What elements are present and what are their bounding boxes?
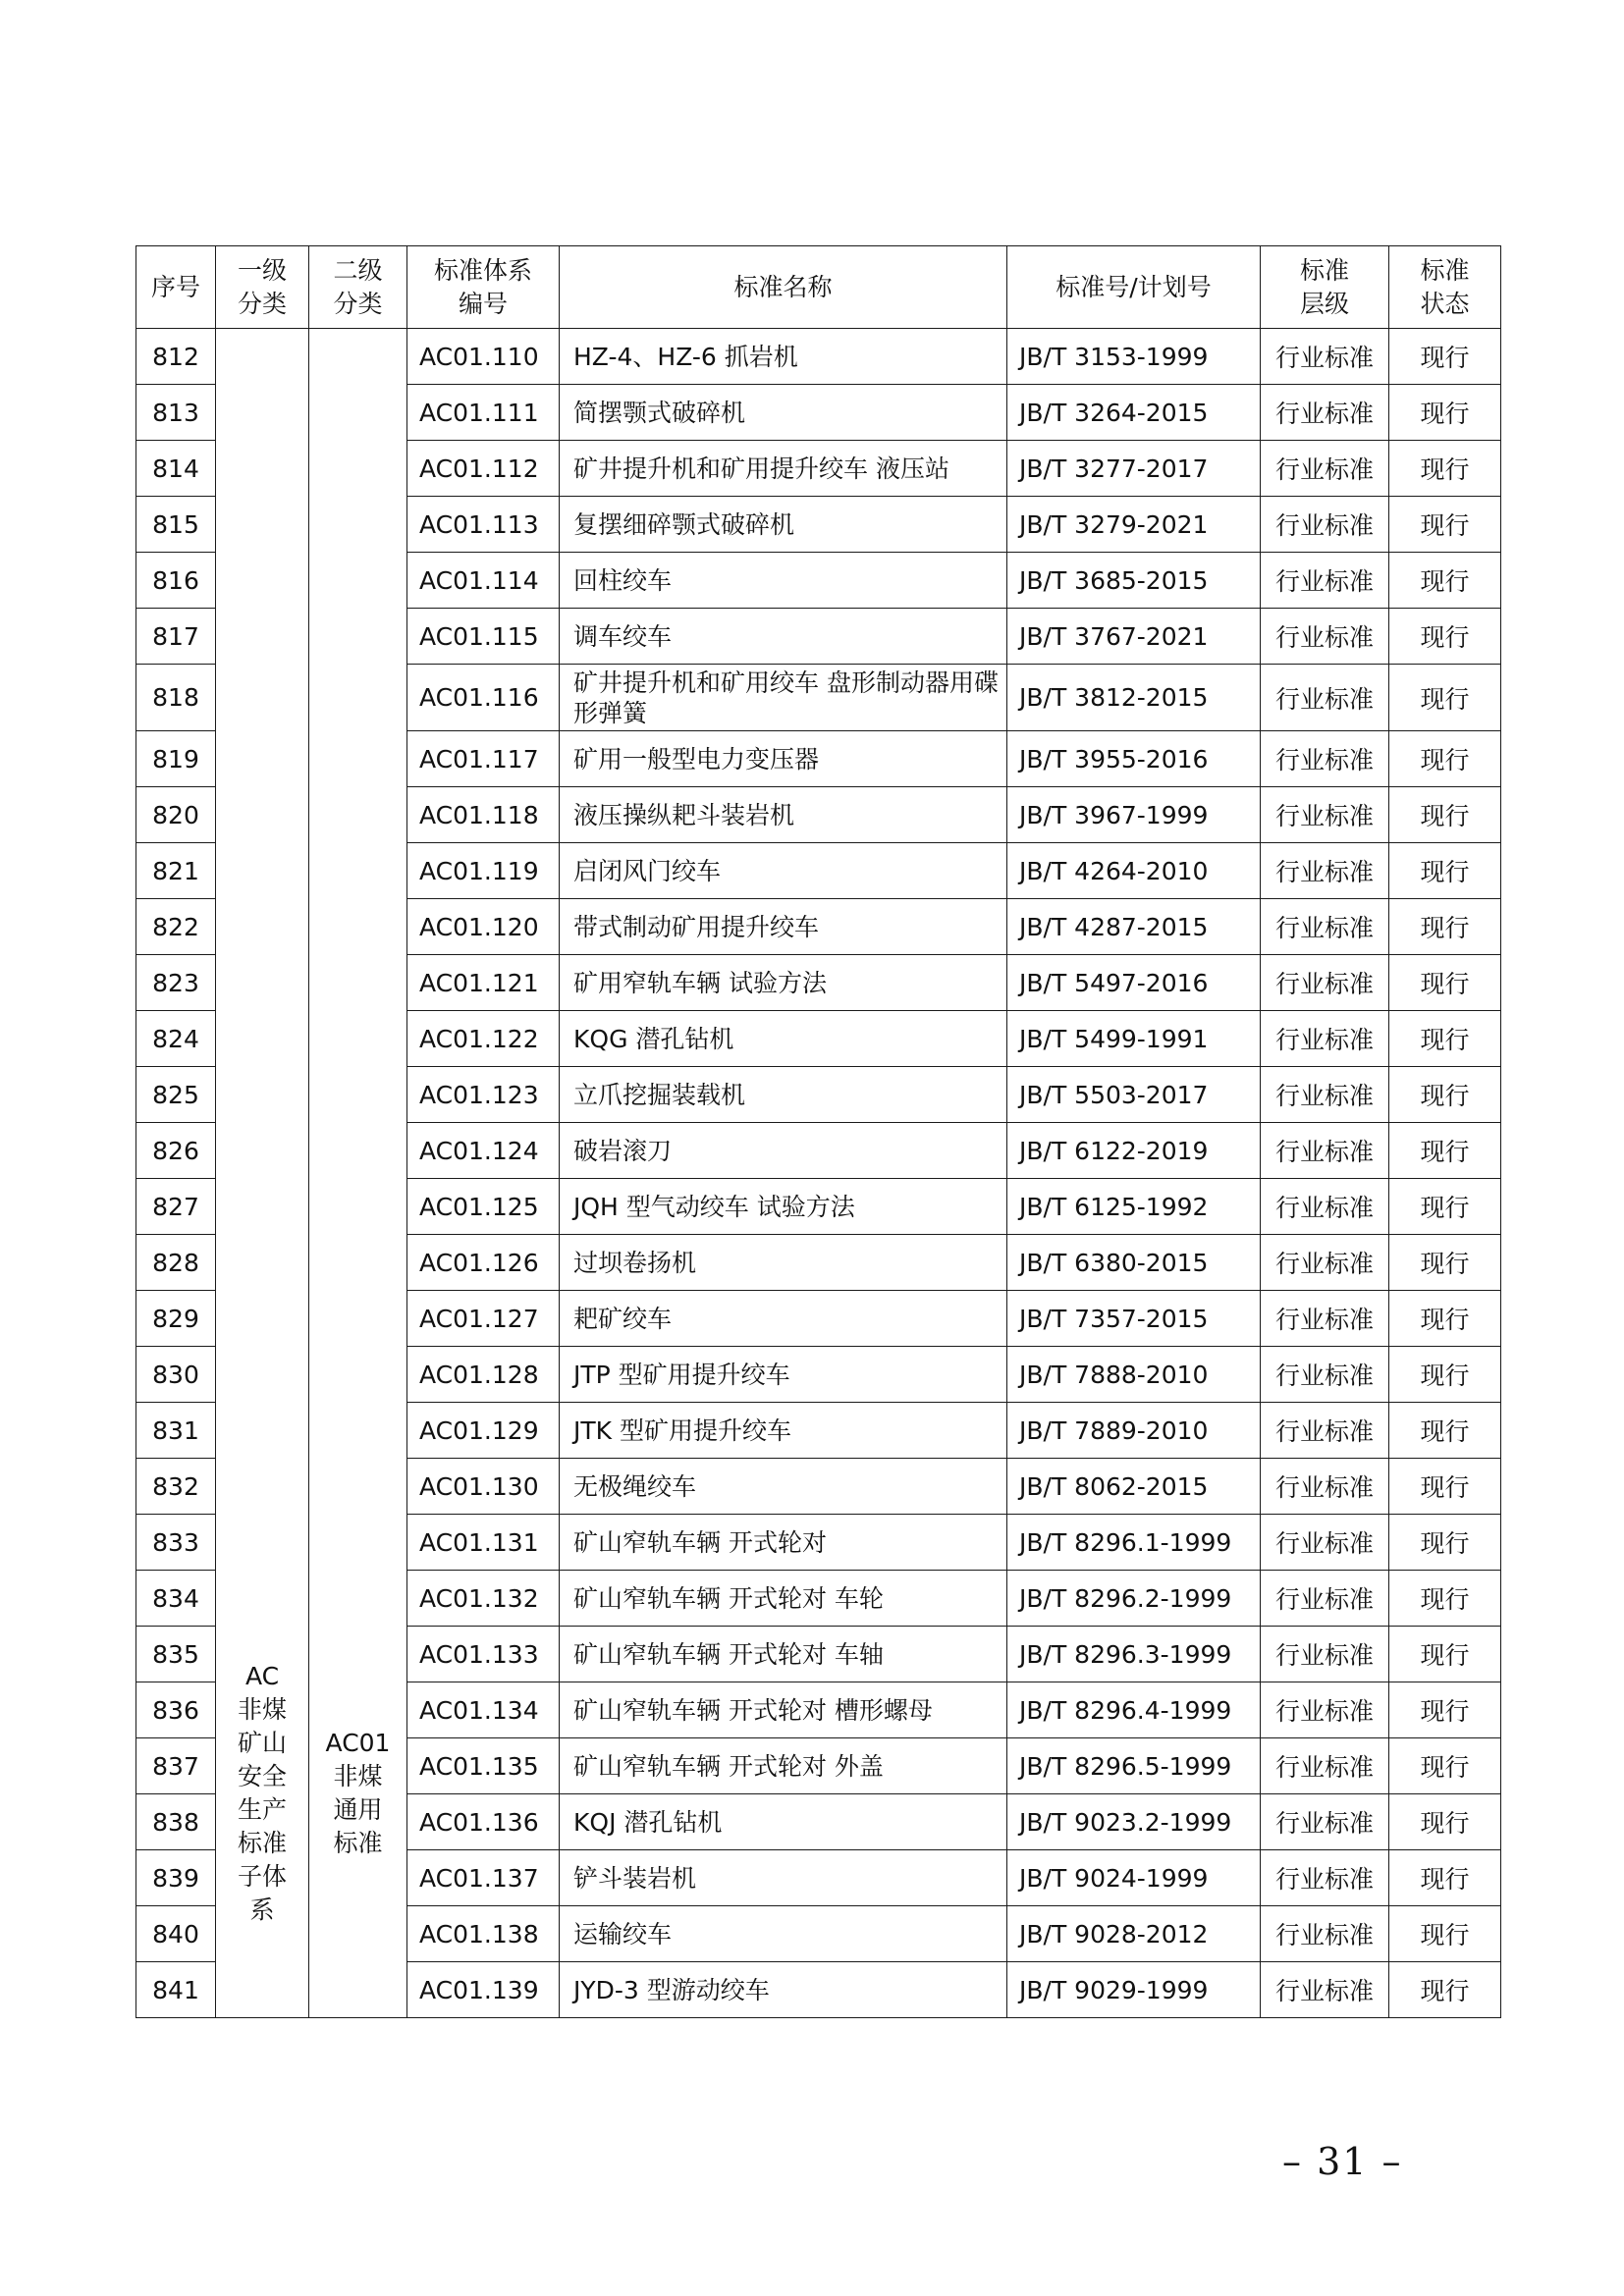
cell-tier: 行业标准	[1261, 553, 1389, 609]
cell-seq: 815	[136, 497, 216, 553]
cell-seq: 828	[136, 1235, 216, 1291]
header-level2: 二级 分类	[309, 246, 407, 329]
cell-seq: 833	[136, 1515, 216, 1571]
cell-status: 现行	[1389, 1738, 1501, 1794]
header-seq: 序号	[136, 246, 216, 329]
cell-number: JB/T 6380-2015	[1007, 1235, 1261, 1291]
cell-status: 现行	[1389, 1850, 1501, 1906]
cell-seq: 838	[136, 1794, 216, 1850]
cell-name: 复摆细碎颚式破碎机	[560, 497, 1007, 553]
cell-tier: 行业标准	[1261, 731, 1389, 787]
cell-status: 现行	[1389, 899, 1501, 955]
cell-number: JB/T 7889-2010	[1007, 1403, 1261, 1459]
cell-number: JB/T 9029-1999	[1007, 1962, 1261, 2018]
cell-status: 现行	[1389, 1459, 1501, 1515]
cell-number: JB/T 3812-2015	[1007, 665, 1261, 731]
cell-number: JB/T 3955-2016	[1007, 731, 1261, 787]
cell-code: AC01.113	[407, 497, 560, 553]
cell-seq: 819	[136, 731, 216, 787]
cell-number: JB/T 8296.3-1999	[1007, 1627, 1261, 1682]
table-body	[136, 329, 1501, 2018]
cell-seq: 829	[136, 1291, 216, 1347]
cell-seq: 832	[136, 1459, 216, 1515]
cell-number: JB/T 9023.2-1999	[1007, 1794, 1261, 1850]
cell-name: 矿山窄轨车辆 开式轮对 外盖	[560, 1738, 1007, 1794]
cell-level1-category	[216, 1571, 309, 2018]
cell-seq: 830	[136, 1347, 216, 1403]
cell-tier: 行业标准	[1261, 1962, 1389, 2018]
cell-code: AC01.115	[407, 609, 560, 665]
cell-code: AC01.129	[407, 1403, 560, 1459]
cell-tier: 行业标准	[1261, 385, 1389, 441]
cell-code: AC01.121	[407, 955, 560, 1011]
cell-tier: 行业标准	[1261, 1794, 1389, 1850]
cell-tier: 行业标准	[1261, 1515, 1389, 1571]
cell-code: AC01.110	[407, 329, 560, 385]
cell-number: JB/T 6125-1992	[1007, 1179, 1261, 1235]
level1-category-label: AC 非煤 矿山 安全 生产 标准 子体 系	[237, 1662, 287, 1925]
cell-code: AC01.133	[407, 1627, 560, 1682]
cell-status: 现行	[1389, 329, 1501, 385]
cell-seq: 841	[136, 1962, 216, 2018]
cell-name: 矿山窄轨车辆 开式轮对	[560, 1515, 1007, 1571]
cell-status: 现行	[1389, 441, 1501, 497]
cell-level1-blank	[216, 329, 309, 1571]
cell-status: 现行	[1389, 843, 1501, 899]
cell-tier: 行业标准	[1261, 329, 1389, 385]
cell-name: 矿用窄轨车辆 试验方法	[560, 955, 1007, 1011]
cell-number: JB/T 5503-2017	[1007, 1067, 1261, 1123]
cell-tier: 行业标准	[1261, 1291, 1389, 1347]
cell-status: 现行	[1389, 1123, 1501, 1179]
cell-status: 现行	[1389, 1627, 1501, 1682]
header-status: 标准 状态	[1389, 246, 1501, 329]
cell-name: 回柱绞车	[560, 553, 1007, 609]
cell-code: AC01.136	[407, 1794, 560, 1850]
cell-number: JB/T 4264-2010	[1007, 843, 1261, 899]
cell-number: JB/T 9024-1999	[1007, 1850, 1261, 1906]
cell-seq: 823	[136, 955, 216, 1011]
cell-status: 现行	[1389, 553, 1501, 609]
cell-seq: 822	[136, 899, 216, 955]
cell-seq: 831	[136, 1403, 216, 1459]
cell-status: 现行	[1389, 609, 1501, 665]
cell-tier: 行业标准	[1261, 1627, 1389, 1682]
cell-name: 耙矿绞车	[560, 1291, 1007, 1347]
cell-status: 现行	[1389, 1403, 1501, 1459]
cell-tier: 行业标准	[1261, 1067, 1389, 1123]
cell-number: JB/T 4287-2015	[1007, 899, 1261, 955]
cell-status: 现行	[1389, 731, 1501, 787]
cell-status: 现行	[1389, 955, 1501, 1011]
cell-code: AC01.117	[407, 731, 560, 787]
cell-seq: 817	[136, 609, 216, 665]
cell-seq: 836	[136, 1682, 216, 1738]
cell-status: 现行	[1389, 787, 1501, 843]
cell-name: 液压操纵耙斗装岩机	[560, 787, 1007, 843]
cell-seq: 813	[136, 385, 216, 441]
cell-name: KQG 潜孔钻机	[560, 1011, 1007, 1067]
cell-code: AC01.112	[407, 441, 560, 497]
header-code: 标准体系 编号	[407, 246, 560, 329]
cell-name: 过坝卷扬机	[560, 1235, 1007, 1291]
cell-number: JB/T 8296.2-1999	[1007, 1571, 1261, 1627]
cell-number: JB/T 8296.5-1999	[1007, 1738, 1261, 1794]
cell-seq: 827	[136, 1179, 216, 1235]
cell-code: AC01.131	[407, 1515, 560, 1571]
cell-status: 现行	[1389, 1011, 1501, 1067]
cell-tier: 行业标准	[1261, 899, 1389, 955]
cell-seq: 839	[136, 1850, 216, 1906]
cell-code: AC01.126	[407, 1235, 560, 1291]
cell-number: JB/T 8296.1-1999	[1007, 1515, 1261, 1571]
cell-tier: 行业标准	[1261, 1459, 1389, 1515]
cell-name: JYD-3 型游动绞车	[560, 1962, 1007, 2018]
cell-tier: 行业标准	[1261, 1011, 1389, 1067]
cell-tier: 行业标准	[1261, 843, 1389, 899]
cell-status: 现行	[1389, 1067, 1501, 1123]
cell-tier: 行业标准	[1261, 1850, 1389, 1906]
table-row	[136, 1571, 1501, 1627]
cell-code: AC01.125	[407, 1179, 560, 1235]
cell-tier: 行业标准	[1261, 1179, 1389, 1235]
cell-name: 无极绳绞车	[560, 1459, 1007, 1515]
cell-name: 调车绞车	[560, 609, 1007, 665]
cell-name: 立爪挖掘装载机	[560, 1067, 1007, 1123]
cell-name: JQH 型气动绞车 试验方法	[560, 1179, 1007, 1235]
cell-seq: 821	[136, 843, 216, 899]
cell-tier: 行业标准	[1261, 787, 1389, 843]
cell-number: JB/T 5499-1991	[1007, 1011, 1261, 1067]
cell-number: JB/T 3153-1999	[1007, 329, 1261, 385]
cell-status: 现行	[1389, 1794, 1501, 1850]
cell-name: 启闭风门绞车	[560, 843, 1007, 899]
cell-code: AC01.120	[407, 899, 560, 955]
cell-seq: 825	[136, 1067, 216, 1123]
cell-status: 现行	[1389, 385, 1501, 441]
cell-code: AC01.128	[407, 1347, 560, 1403]
cell-number: JB/T 7357-2015	[1007, 1291, 1261, 1347]
cell-status: 现行	[1389, 1179, 1501, 1235]
cell-tier: 行业标准	[1261, 497, 1389, 553]
cell-name: HZ-4、HZ-6 抓岩机	[560, 329, 1007, 385]
cell-tier: 行业标准	[1261, 1347, 1389, 1403]
cell-seq: 837	[136, 1738, 216, 1794]
cell-code: AC01.130	[407, 1459, 560, 1515]
cell-seq: 834	[136, 1571, 216, 1627]
cell-seq: 840	[136, 1906, 216, 1962]
cell-seq: 835	[136, 1627, 216, 1682]
cell-status: 现行	[1389, 1515, 1501, 1571]
cell-name: 简摆颚式破碎机	[560, 385, 1007, 441]
cell-name: KQJ 潜孔钻机	[560, 1794, 1007, 1850]
cell-name: 矿用一般型电力变压器	[560, 731, 1007, 787]
cell-status: 现行	[1389, 665, 1501, 731]
cell-number: JB/T 5497-2016	[1007, 955, 1261, 1011]
cell-tier: 行业标准	[1261, 1123, 1389, 1179]
cell-seq: 814	[136, 441, 216, 497]
header-tier: 标准 层级	[1261, 246, 1389, 329]
standards-table	[135, 245, 1501, 2018]
cell-name: 矿山窄轨车辆 开式轮对 车轮	[560, 1571, 1007, 1627]
cell-name: 矿山窄轨车辆 开式轮对 槽形螺母	[560, 1682, 1007, 1738]
cell-code: AC01.135	[407, 1738, 560, 1794]
cell-number: JB/T 9028-2012	[1007, 1906, 1261, 1962]
cell-name: 运输绞车	[560, 1906, 1007, 1962]
cell-number: JB/T 3277-2017	[1007, 441, 1261, 497]
cell-tier: 行业标准	[1261, 1235, 1389, 1291]
cell-name: 矿井提升机和矿用提升绞车 液压站	[560, 441, 1007, 497]
cell-level2-category	[309, 1571, 407, 2018]
cell-status: 现行	[1389, 1571, 1501, 1627]
cell-tier: 行业标准	[1261, 1682, 1389, 1738]
cell-code: AC01.139	[407, 1962, 560, 2018]
cell-number: JB/T 7888-2010	[1007, 1347, 1261, 1403]
cell-name: 铲斗装岩机	[560, 1850, 1007, 1906]
cell-name: 矿山窄轨车辆 开式轮对 车轴	[560, 1627, 1007, 1682]
header-level1: 一级 分类	[216, 246, 309, 329]
cell-tier: 行业标准	[1261, 609, 1389, 665]
cell-tier: 行业标准	[1261, 1571, 1389, 1627]
cell-number: JB/T 3685-2015	[1007, 553, 1261, 609]
cell-seq: 826	[136, 1123, 216, 1179]
cell-code: AC01.124	[407, 1123, 560, 1179]
cell-seq: 824	[136, 1011, 216, 1067]
cell-seq: 816	[136, 553, 216, 609]
cell-status: 现行	[1389, 1906, 1501, 1962]
cell-tier: 行业标准	[1261, 1906, 1389, 1962]
cell-number: JB/T 8296.4-1999	[1007, 1682, 1261, 1738]
cell-code: AC01.127	[407, 1291, 560, 1347]
cell-code: AC01.132	[407, 1571, 560, 1627]
cell-status: 现行	[1389, 1347, 1501, 1403]
cell-name: 破岩滚刀	[560, 1123, 1007, 1179]
cell-status: 现行	[1389, 1291, 1501, 1347]
cell-status: 现行	[1389, 1682, 1501, 1738]
cell-tier: 行业标准	[1261, 955, 1389, 1011]
header-number: 标准号/计划号	[1007, 246, 1261, 329]
cell-number: JB/T 8062-2015	[1007, 1459, 1261, 1515]
cell-number: JB/T 3264-2015	[1007, 385, 1261, 441]
cell-number: JB/T 3767-2021	[1007, 609, 1261, 665]
cell-level2-blank	[309, 329, 407, 1571]
cell-code: AC01.114	[407, 553, 560, 609]
cell-seq: 818	[136, 665, 216, 731]
cell-tier: 行业标准	[1261, 441, 1389, 497]
cell-code: AC01.122	[407, 1011, 560, 1067]
cell-code: AC01.119	[407, 843, 560, 899]
cell-number: JB/T 3967-1999	[1007, 787, 1261, 843]
cell-code: AC01.118	[407, 787, 560, 843]
cell-seq: 820	[136, 787, 216, 843]
page-number: – 31 –	[1282, 2140, 1403, 2183]
cell-code: AC01.138	[407, 1906, 560, 1962]
cell-seq: 812	[136, 329, 216, 385]
cell-tier: 行业标准	[1261, 1738, 1389, 1794]
cell-name: 带式制动矿用提升绞车	[560, 899, 1007, 955]
cell-code: AC01.137	[407, 1850, 560, 1906]
cell-status: 现行	[1389, 497, 1501, 553]
cell-name: JTP 型矿用提升绞车	[560, 1347, 1007, 1403]
table-row	[136, 329, 1501, 385]
cell-tier: 行业标准	[1261, 665, 1389, 731]
header-name: 标准名称	[560, 246, 1007, 329]
cell-code: AC01.116	[407, 665, 560, 731]
cell-name: 矿井提升机和矿用绞车 盘形制动器用碟形弹簧	[560, 665, 1007, 731]
cell-number: JB/T 6122-2019	[1007, 1123, 1261, 1179]
cell-code: AC01.123	[407, 1067, 560, 1123]
level2-category-label: AC01 非煤 通用 标准	[325, 1729, 391, 1858]
cell-name: JTK 型矿用提升绞车	[560, 1403, 1007, 1459]
cell-tier: 行业标准	[1261, 1403, 1389, 1459]
cell-status: 现行	[1389, 1962, 1501, 2018]
cell-code: AC01.111	[407, 385, 560, 441]
cell-code: AC01.134	[407, 1682, 560, 1738]
table-header	[136, 246, 1501, 329]
cell-status: 现行	[1389, 1235, 1501, 1291]
cell-number: JB/T 3279-2021	[1007, 497, 1261, 553]
